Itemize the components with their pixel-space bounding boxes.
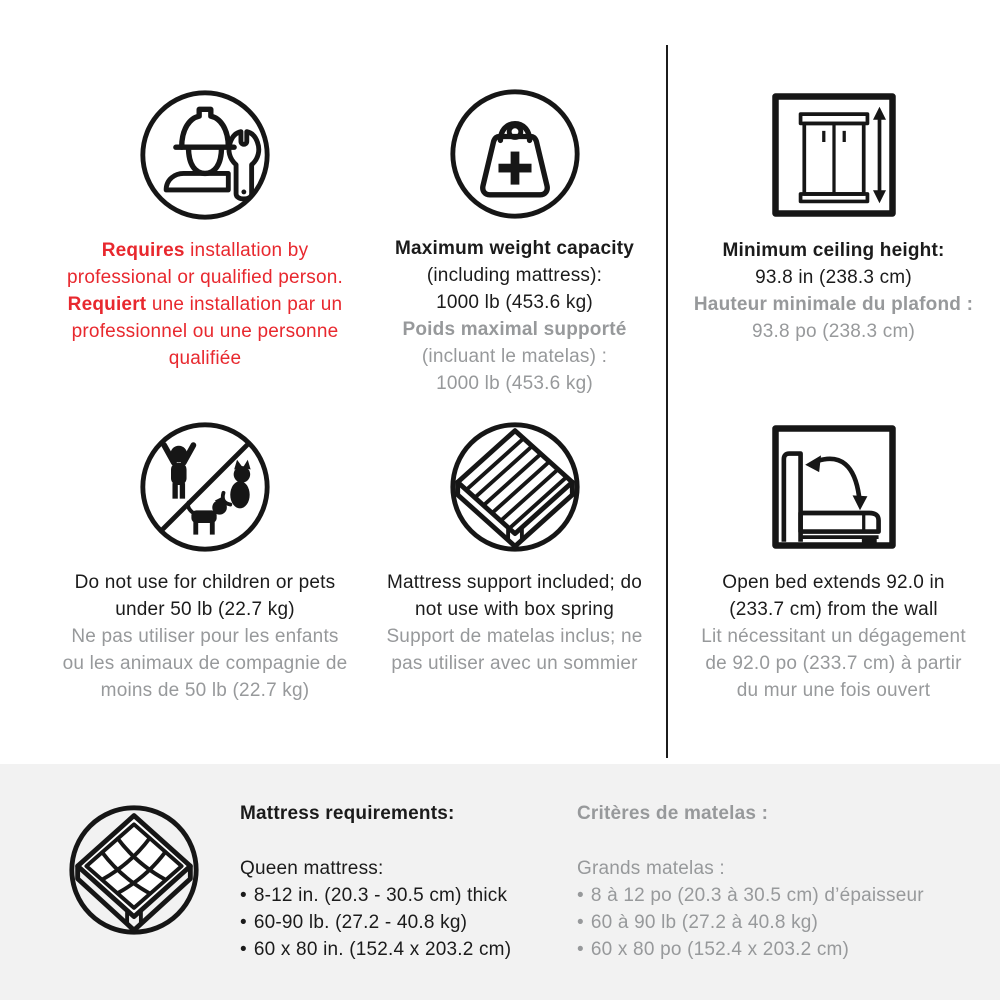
- band-heading-fr: Critères de matelas :: [577, 803, 769, 824]
- list-item: • 60-90 lb. (27.2 - 40.8 kg): [240, 909, 542, 936]
- text-line: pas utiliser avec un sommier: [391, 653, 638, 674]
- card-installation-text: [67, 237, 343, 372]
- band-heading-en: Mattress requirements:: [240, 803, 455, 824]
- text-line: Minimum ceiling height:: [722, 240, 945, 261]
- bullet-list-fr: [577, 882, 937, 963]
- card-open-bed: [667, 382, 1000, 764]
- mattress-requirements-band: [0, 764, 1000, 1000]
- text-line: Maximum weight capacity: [394, 238, 634, 259]
- card-weight: [362, 0, 667, 394]
- column-divider: [666, 45, 668, 758]
- text-line: Do not use for children or pets: [74, 572, 336, 593]
- text-line: Poids maximal supporté: [402, 319, 627, 340]
- list-item: • 8-12 in. (20.3 - 30.5 cm) thick: [240, 882, 542, 909]
- text-line: Requires installation by: [101, 240, 309, 261]
- text-line: professional or qualified person.: [67, 267, 343, 288]
- no-children-pets-icon: [137, 418, 273, 556]
- card-children-pets-text: [63, 569, 348, 704]
- text-line: 93.8 in (238.3 cm): [755, 267, 912, 288]
- card-open-bed-text: [701, 569, 966, 704]
- list-item: • 60 x 80 po (152.4 x 203.2 cm): [577, 936, 937, 963]
- text-line: moins de 50 lb (22.7 kg): [100, 680, 310, 701]
- card-support-text: [386, 569, 642, 677]
- text-line: (233.7 cm) from the wall: [729, 599, 938, 620]
- text-line: 93.8 po (238.3 cm): [751, 321, 916, 342]
- text-line: 1000 lb (453.6 kg): [436, 373, 593, 394]
- band-subheading-fr: Grands matelas :: [577, 858, 725, 879]
- text-line: professionnel ou une personne: [71, 321, 339, 342]
- list-item: • 60 x 80 in. (152.4 x 203.2 cm): [240, 936, 542, 963]
- text-line: Hauteur minimale du plafond :: [693, 294, 974, 315]
- text-line: Ne pas utiliser pour les enfants: [71, 626, 339, 647]
- card-weight-text: [395, 235, 634, 397]
- mattress-requirements-en: [240, 800, 542, 963]
- band-subheading-en: Queen mattress:: [240, 858, 384, 879]
- text-line: 1000 lb (453.6 kg): [436, 292, 593, 313]
- weight-icon: [447, 86, 583, 222]
- text-line: Lit nécessitant un dégagement: [701, 626, 966, 647]
- text-line: (incluant le matelas) :: [421, 346, 608, 367]
- card-children-pets: [0, 382, 362, 764]
- text-line: (including mattress):: [426, 265, 603, 286]
- installer-icon: [137, 86, 273, 224]
- ceiling-height-icon: [769, 86, 899, 224]
- text-line: du mur une fois ouvert: [736, 680, 931, 701]
- bed-open-icon: [769, 418, 899, 556]
- text-line: under 50 lb (22.7 kg): [115, 599, 295, 620]
- card-ceiling: [667, 0, 1000, 382]
- card-ceiling-text: [694, 237, 973, 345]
- text-line: ou les animaux de compagnie de: [62, 653, 348, 674]
- text-line: qualifiée: [168, 348, 242, 369]
- list-item: • 8 à 12 po (20.3 à 30.5 cm) d’épaisseur: [577, 882, 937, 909]
- list-item: • 60 à 90 lb (27.2 à 40.8 kg): [577, 909, 937, 936]
- text-line: Requiert une installation par un: [67, 294, 343, 315]
- text-line: Mattress support included; do: [386, 572, 643, 593]
- card-installation: [0, 0, 362, 382]
- text-line: Open bed extends 92.0 in: [722, 572, 945, 593]
- text-line: Support de matelas inclus; ne: [386, 626, 643, 647]
- bullet-list-en: [240, 882, 542, 963]
- mattress-requirements-fr: [577, 800, 937, 963]
- text-line: de 92.0 po (233.7 cm) à partir: [705, 653, 962, 674]
- mattress-icon: [66, 802, 202, 938]
- text-line: not use with box spring: [415, 599, 614, 620]
- slat-base-icon: [447, 418, 583, 556]
- card-support: [362, 382, 667, 764]
